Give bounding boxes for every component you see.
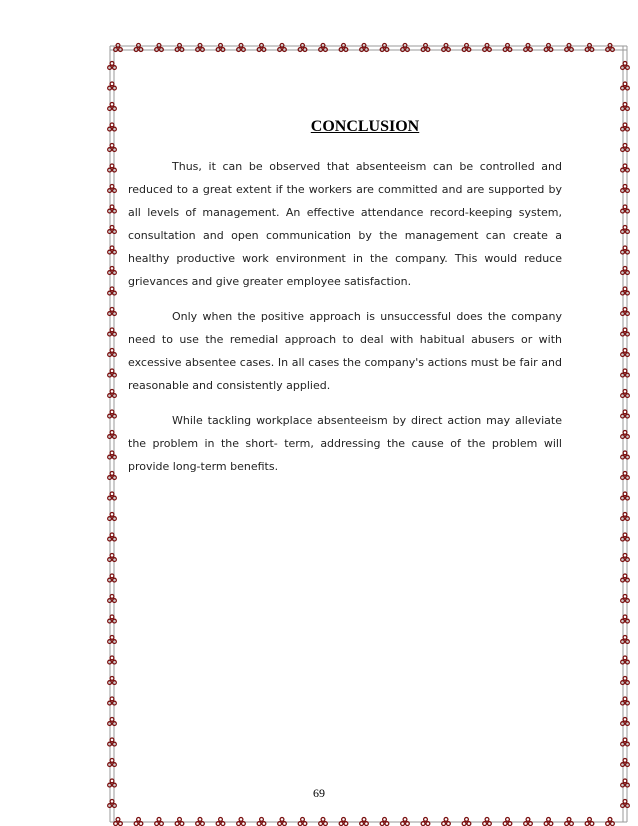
trefoil-knot-icon [108, 574, 117, 582]
trefoil-knot-icon [319, 818, 328, 826]
trefoil-knot-icon [108, 677, 117, 685]
trefoil-knot-icon [503, 818, 512, 826]
trefoil-knot-icon [380, 818, 389, 826]
trefoil-knot-icon [621, 697, 630, 705]
trefoil-knot-icon [606, 818, 615, 826]
trefoil-knot-icon [108, 328, 117, 336]
trefoil-knot-icon [621, 574, 630, 582]
trefoil-knot-icon [108, 759, 117, 767]
trefoil-knot-icon [196, 818, 205, 826]
trefoil-knot-icon [108, 205, 117, 213]
trefoil-knot-icon [621, 738, 630, 746]
trefoil-knot-icon [108, 533, 117, 541]
body-text [128, 155, 562, 490]
trefoil-knot-icon [462, 818, 471, 826]
paragraph-2: Only when the positive approach is unsuccessful does the company need to use the remedial approach to deal with habitual abusers or with excessive absentee cases. In all cases the company's actions must be fair and reasonable and consistently applied. [128, 310, 562, 392]
trefoil-knot-icon [421, 818, 430, 826]
trefoil-knot-icon [621, 718, 630, 726]
trefoil-knot-icon [278, 818, 287, 826]
trefoil-knot-icon [621, 554, 630, 562]
trefoil-knot-icon [621, 390, 630, 398]
trefoil-knot-icon [108, 513, 117, 521]
trefoil-knot-icon [621, 308, 630, 316]
trefoil-knot-icon [155, 818, 164, 826]
trefoil-knot-icon [621, 185, 630, 193]
trefoil-knot-icon [401, 818, 410, 826]
trefoil-knot-icon [621, 513, 630, 521]
trefoil-knot-icon [621, 636, 630, 644]
trefoil-knot-icon [621, 103, 630, 111]
trefoil-knot-icon [108, 595, 117, 603]
trefoil-knot-icon [524, 818, 533, 826]
trefoil-knot-icon [108, 410, 117, 418]
trefoil-knot-icon [621, 431, 630, 439]
page-number: 69 [313, 786, 325, 800]
trefoil-knot-icon [298, 818, 307, 826]
trefoil-knot-icon [621, 267, 630, 275]
trefoil-knot-icon [621, 759, 630, 767]
trefoil-knot-icon [565, 818, 574, 826]
trefoil-knot-icon [621, 410, 630, 418]
trefoil-knot-icon [621, 205, 630, 213]
paragraph-3: While tackling workplace absenteeism by direct action may alleviate the problem in the short- term, addressing the cause of the problem will provide long-term benefits. [128, 414, 562, 473]
trefoil-knot-icon [108, 267, 117, 275]
trefoil-knot-icon [108, 369, 117, 377]
trefoil-knot-icon [621, 656, 630, 664]
trefoil-knot-icon [621, 595, 630, 603]
trefoil-knot-icon [134, 818, 143, 826]
trefoil-knot-icon [108, 287, 117, 295]
trefoil-knot-icon [360, 818, 369, 826]
trefoil-knot-icon [621, 164, 630, 172]
trefoil-knot-icon [108, 62, 117, 70]
trefoil-knot-icon [339, 818, 348, 826]
trefoil-knot-icon [621, 328, 630, 336]
trefoil-knot-icon [108, 615, 117, 623]
trefoil-knot-icon [108, 738, 117, 746]
trefoil-knot-icon [108, 185, 117, 193]
trefoil-knot-icon [108, 451, 117, 459]
trefoil-knot-icon [108, 164, 117, 172]
trefoil-knot-icon [483, 818, 492, 826]
trefoil-knot-icon [621, 246, 630, 254]
trefoil-knot-icon [585, 818, 594, 826]
trefoil-knot-icon [108, 82, 117, 90]
trefoil-knot-icon [108, 144, 117, 152]
trefoil-knot-icon [108, 697, 117, 705]
trefoil-knot-icon [442, 818, 451, 826]
trefoil-knot-icon [621, 349, 630, 357]
trefoil-knot-icon [621, 287, 630, 295]
trefoil-knot-icon [237, 818, 246, 826]
trefoil-knot-icon [621, 369, 630, 377]
trefoil-knot-icon [108, 554, 117, 562]
trefoil-knot-icon [257, 818, 266, 826]
paragraph-1: Thus, it can be observed that absenteeism can be controlled and reduced to a great extent if the workers are committed and are supported by all levels of management. An effective attendance record-keeping system, consultation and open communication by the management can create a healthy productive work environment in the company. This would reduce grievances and give greater employee satisfaction. [128, 160, 562, 288]
trefoil-knot-icon [114, 818, 123, 826]
trefoil-knot-icon [108, 718, 117, 726]
trefoil-knot-icon [175, 818, 184, 826]
trefoil-knot-icon [621, 677, 630, 685]
trefoil-knot-icon [108, 308, 117, 316]
page-heading: CONCLUSION [310, 118, 420, 135]
trefoil-knot-icon [621, 615, 630, 623]
trefoil-knot-icon [621, 144, 630, 152]
trefoil-knot-icon [108, 390, 117, 398]
trefoil-knot-icon [108, 656, 117, 664]
trefoil-knot-icon [216, 818, 225, 826]
trefoil-knot-icon [621, 492, 630, 500]
trefoil-knot-icon [621, 226, 630, 234]
trefoil-knot-icon [108, 103, 117, 111]
trefoil-knot-icon [621, 533, 630, 541]
trefoil-knot-icon [108, 349, 117, 357]
trefoil-knot-icon [621, 472, 630, 480]
trefoil-knot-icon [621, 451, 630, 459]
trefoil-knot-icon [108, 472, 117, 480]
trefoil-knot-icon [108, 431, 117, 439]
trefoil-knot-icon [108, 246, 117, 254]
trefoil-knot-icon [621, 82, 630, 90]
trefoil-knot-icon [108, 636, 117, 644]
trefoil-knot-icon [621, 62, 630, 70]
trefoil-knot-icon [108, 226, 117, 234]
trefoil-knot-icon [108, 492, 117, 500]
trefoil-knot-icon [544, 818, 553, 826]
